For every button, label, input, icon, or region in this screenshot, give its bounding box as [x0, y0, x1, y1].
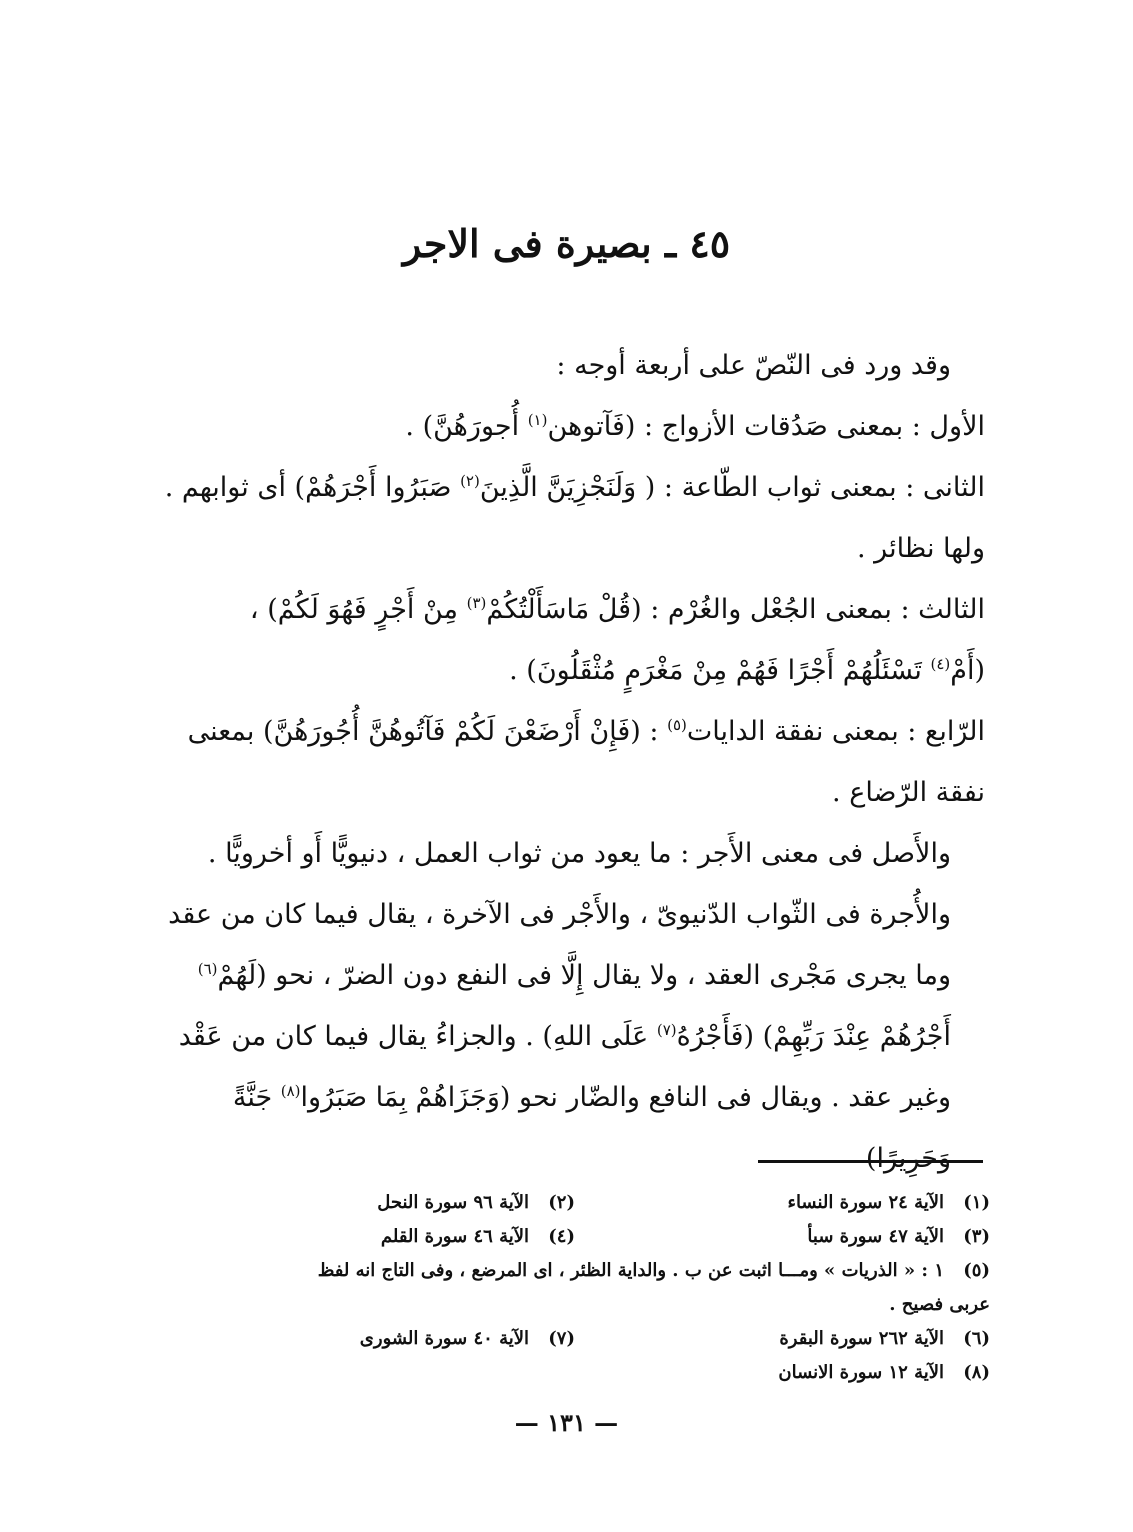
- footnote-ref[interactable]: (٧): [656, 1021, 677, 1039]
- footnote: [575, 1186, 990, 1220]
- footnote-row: [160, 1356, 990, 1390]
- footnote-text: الآية ٩٦ سورة النحل: [377, 1192, 529, 1213]
- footnote-ref[interactable]: (٤): [930, 655, 951, 673]
- footnote-number: (١): [963, 1192, 990, 1213]
- section-title: ٤٥ ـ بصيرة فى الاجر: [402, 221, 731, 266]
- paragraph-text: تَسْئَلُهُمْ أَجْرًا فَهُمْ مِنْ مَغْرَمٍ مُثْقَلُونَ) .: [509, 655, 931, 686]
- footnotes: [160, 1186, 990, 1390]
- paragraph-text: جَنَّةً وَحَرِيرًا): [232, 1082, 951, 1174]
- paragraph-text: وقد ورد فى النّصّ على أربعة أوجه :: [556, 350, 951, 381]
- paragraph-text: الثالث : بمعنى الجُعْل والغُرْم : (قُلْ مَاسَأَلْتُكُمْ: [486, 594, 985, 625]
- footnote-text: الآية ١٢ سورة الانسان: [778, 1362, 944, 1383]
- footnote-number: (٥): [963, 1260, 990, 1281]
- paragraph-origin: [155, 823, 985, 1189]
- paragraph-text: والأَصل فى معنى الأَجر : ما يعود من ثواب العمل ، دنيويًّا أَو أخرويًّا . والأُجرة فى الثّواب الدّنيوىّ ، والأَجْر فى الآخرة ، يقال فيما كان من عقد وما يجرى مَجْرى العقد ، ولا يقال إِلَّا فى النفع دون الضرّ ، نحو (لَهُمْ: [168, 838, 951, 991]
- paragraph-text: صَبَرُوا أَجْرَهُمْ) أى ثوابهم . ولها نظائر .: [164, 472, 985, 564]
- paragraph-text: مِنْ أَجْرٍ فَهُوَ لَكُمْ) ،: [249, 594, 467, 625]
- footnote-text: الآية ٤٦ سورة القلم: [380, 1226, 529, 1247]
- footnote-number: (٨): [963, 1362, 990, 1383]
- main-text: [155, 335, 985, 1189]
- footnote: [160, 1220, 575, 1254]
- paragraph-first-meaning: [155, 396, 985, 457]
- paragraph-text: أُجورَهُنَّ) .: [405, 411, 528, 442]
- footnote-row: [160, 1220, 990, 1254]
- paragraph-text: : (فَإِنْ أَرْضَعْنَ لَكُمْ فَآتُوهُنَّ أُجُورَهُنَّ) بمعنى نفقة الرّضاع .: [187, 716, 985, 808]
- paragraph-text: عَلَى اللهِ) . والجزاءُ يقال فيما كان من عَقْد وغير عقد . ويقال فى النافع والضّار نحو (وَجَزَاهُمْ بِمَا صَبَرُوا: [178, 1021, 951, 1113]
- footnote-number: (٣): [963, 1226, 990, 1247]
- footnote-row: [160, 1322, 990, 1356]
- footnote-ref[interactable]: (٦): [197, 960, 218, 978]
- footnote-continuation: عربى فصيح .: [889, 1294, 990, 1315]
- footnote: [575, 1322, 990, 1356]
- paragraph-second-meaning: [155, 457, 985, 579]
- footnote: [575, 1220, 990, 1254]
- footnote-ref[interactable]: (٢): [460, 472, 480, 490]
- footnote-number: (٦): [963, 1328, 990, 1349]
- paragraph-intro: [155, 335, 985, 396]
- footnote-number: (٤): [548, 1226, 575, 1247]
- paragraph-fourth-meaning: [155, 701, 985, 823]
- footnote-text: الآية ٢٦٢ سورة البقرة: [779, 1328, 944, 1349]
- footnote-row: [160, 1254, 990, 1288]
- footnote-text: الآية ٤٠ سورة الشورى: [359, 1328, 529, 1349]
- paragraph-text: الرّابع : بمعنى نفقة الدايات: [686, 716, 985, 747]
- footnote-text: الآية ٢٤ سورة النساء: [787, 1192, 944, 1213]
- footnote-ref[interactable]: (٥): [667, 716, 687, 734]
- footnote-text: ١ : « الذريات » ومـــا اثبت عن ب . والداية الظئر ، اى المرضع ، وفى التاج انه لفظ: [317, 1260, 944, 1281]
- footnote-row: [160, 1186, 990, 1220]
- paragraph-text: أَجْرُهُمْ عِنْدَ رَبِّهِمْ) (فَأَجْرُهُ: [676, 1021, 951, 1052]
- footnote-number: (٢): [548, 1192, 575, 1213]
- footnote: [160, 1186, 575, 1220]
- footnote: [160, 1254, 990, 1288]
- paragraph-text: الأول : بمعنى صَدُقات الأزواج : (فَآتوهن: [547, 411, 985, 442]
- footnote-text: الآية ٤٧ سورة سبأ: [807, 1226, 944, 1247]
- page-number: — ١٣١ —: [514, 1408, 619, 1437]
- paragraph-text: الثانى : بمعنى ثواب الطّاعة : ( وَلَنَجْزِيَنَّ الَّذِينَ: [479, 472, 985, 503]
- paragraph-third-meaning-cont: [155, 640, 985, 701]
- footnote: [160, 1322, 575, 1356]
- footnote-ref[interactable]: (٣): [466, 594, 487, 612]
- paragraph-third-meaning: [155, 579, 985, 640]
- footnote-ref[interactable]: (١): [527, 411, 548, 429]
- paragraph-text: (أَمْ: [950, 655, 985, 686]
- footnote-number: (٧): [548, 1328, 575, 1349]
- footnote: [575, 1356, 990, 1390]
- footnote-ref[interactable]: (٨): [280, 1082, 301, 1100]
- footnote-divider: [758, 1160, 983, 1163]
